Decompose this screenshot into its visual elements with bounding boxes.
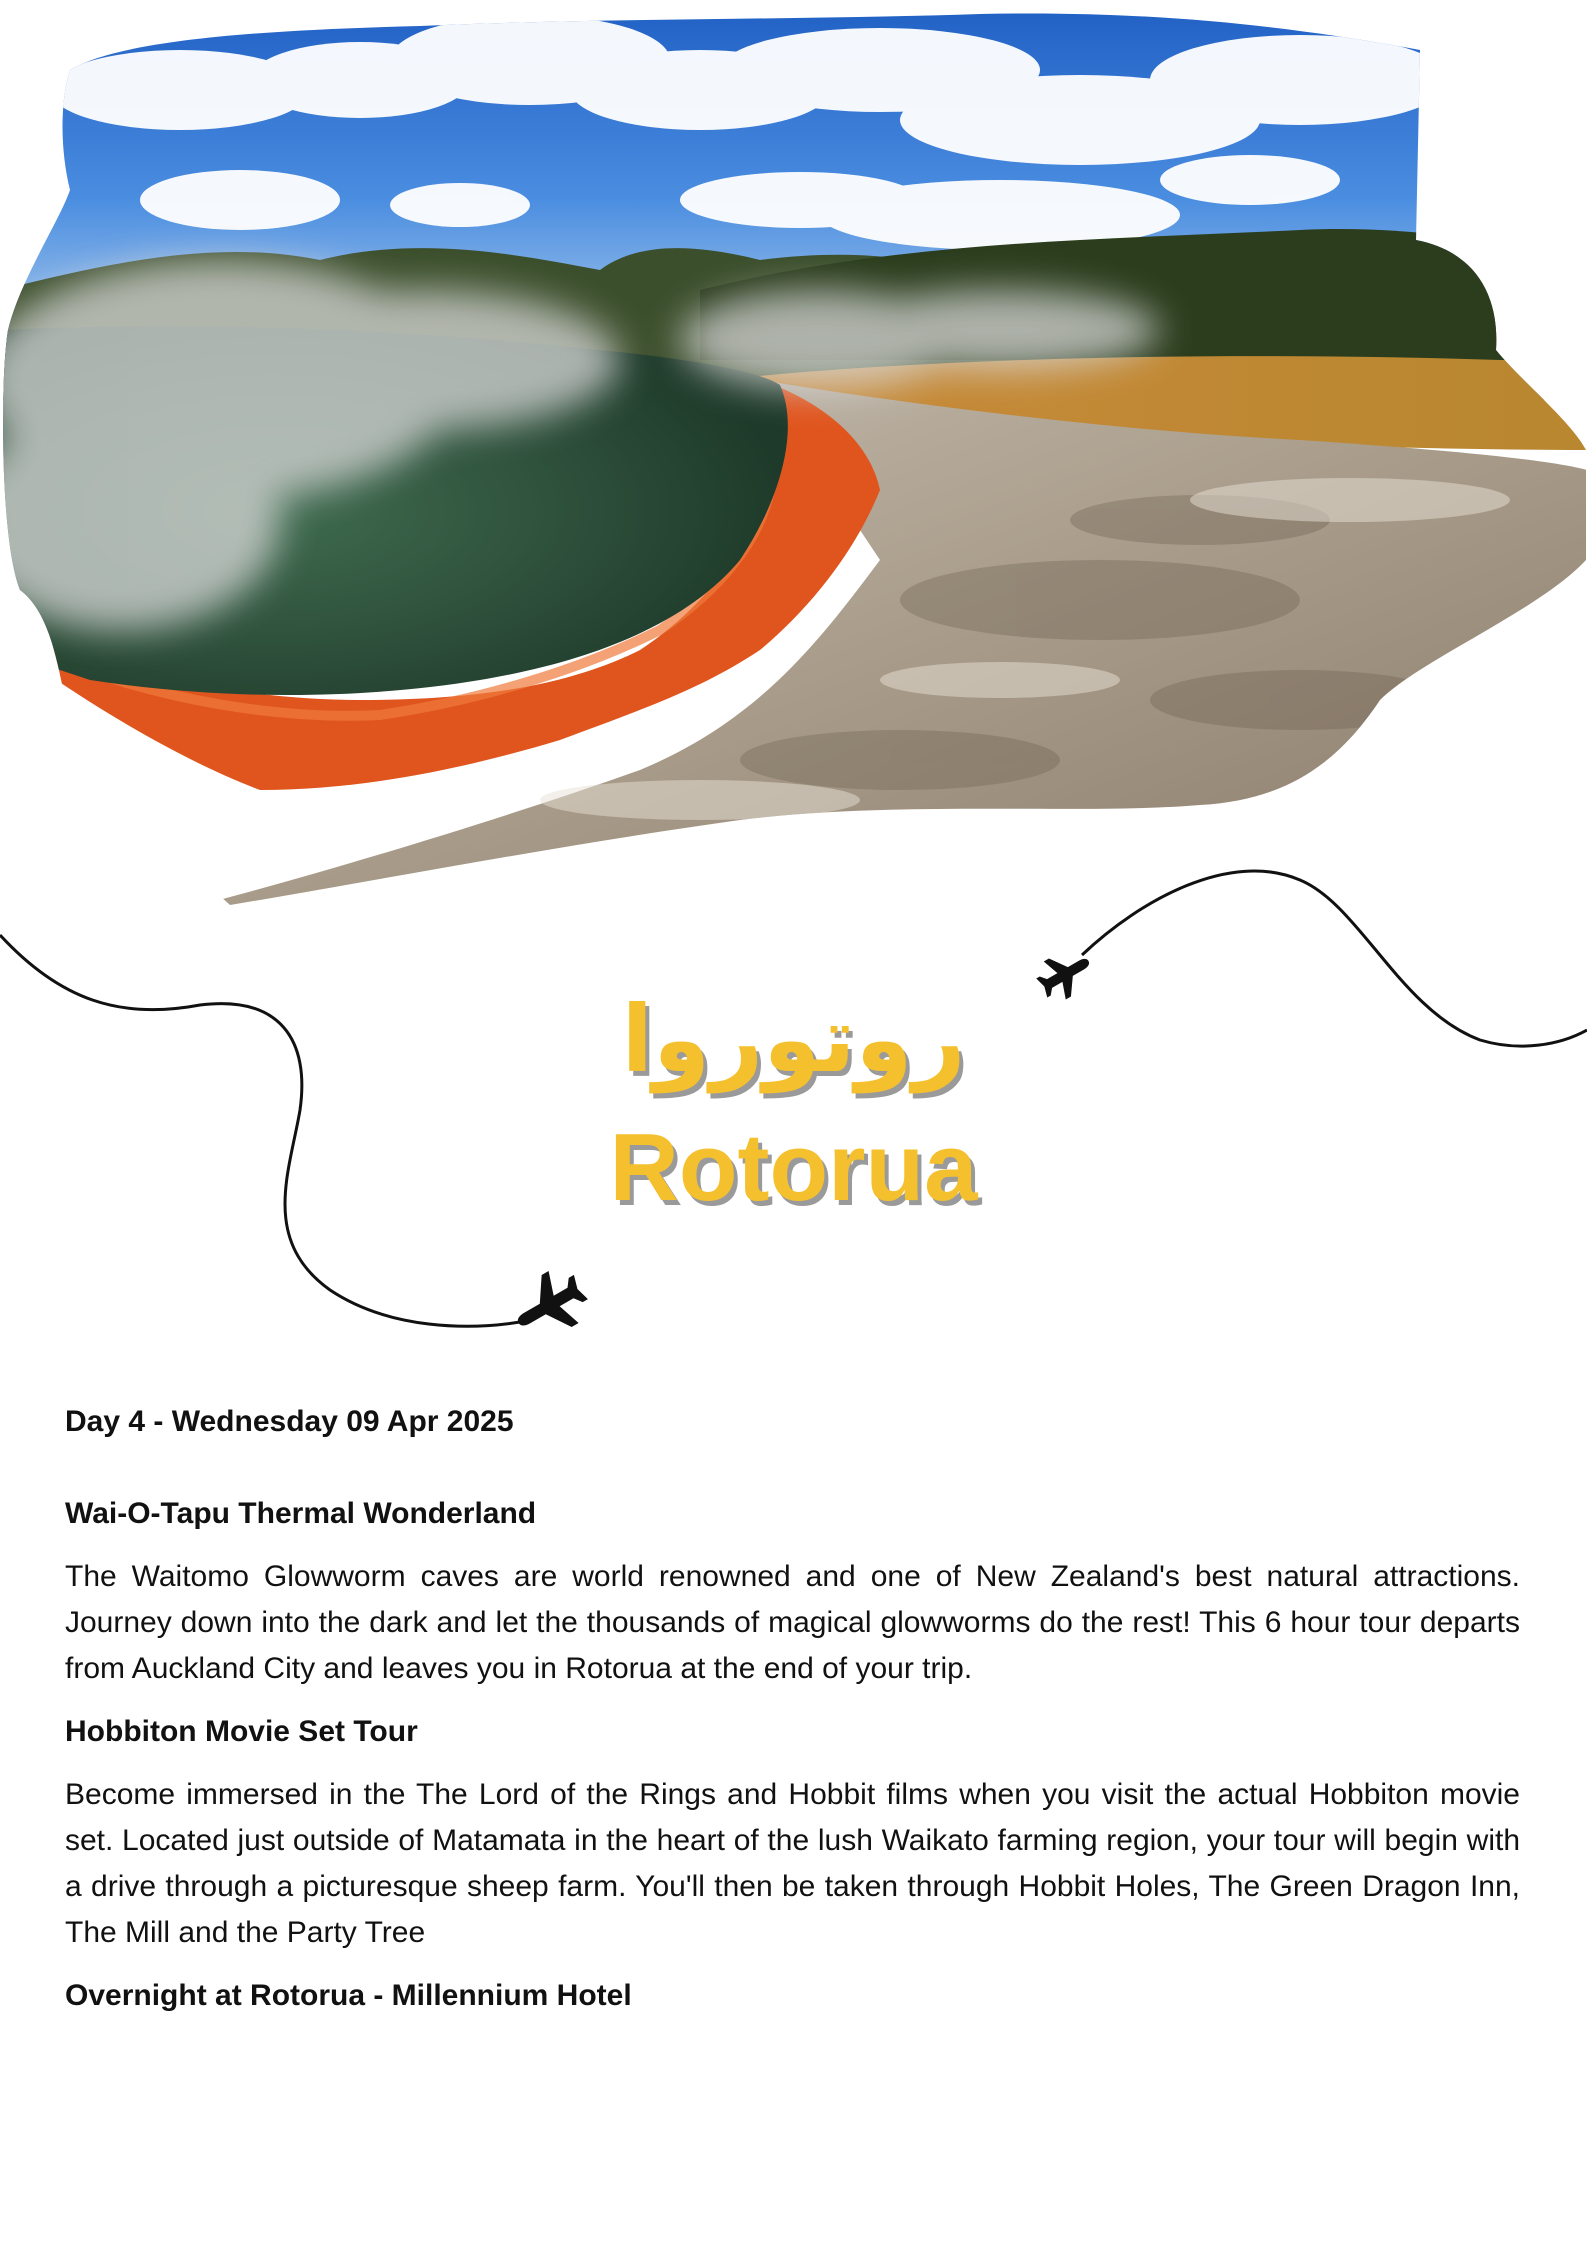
activity-title: Wai-O-Tapu Thermal Wonderland	[65, 1497, 537, 1530]
hero-photo	[0, 0, 1587, 910]
title-arabic: روتوروا	[621, 986, 966, 1093]
activity-title: Hobbiton Movie Set Tour	[65, 1715, 418, 1748]
airplane-icon	[504, 1261, 596, 1349]
title-english: Rotorua	[609, 1114, 978, 1221]
day-heading: Day 4 - Wednesday 09 Apr 2025	[65, 1405, 514, 1438]
activity-description: The Waitomo Glowworm caves are world renowned and one of New Zealand's best natural attractions. Journey down into the dark and let the thousands of magical glowworms do the rest! This 6 hour tour departs from Auckland City and leaves you in Rotorua at the end of your trip.	[65, 1560, 1520, 1685]
overnight-stay: Overnight at Rotorua - Millennium Hotel	[65, 1979, 632, 2012]
activity-description: Become immersed in the The Lord of the Rings and Hobbit films when you visit the actual Hobbiton movie set. Located just outside of Matamata in the heart of the lush Waikato farming region, your tour will begin with a drive through a picturesque sheep farm. You'll then be taken through Hobbit Holes, The Green Dragon Inn, The Mill and the Party Tree	[65, 1778, 1520, 1949]
itinerary-content	[65, 1402, 1520, 2036]
destination-title	[0, 980, 1587, 1228]
